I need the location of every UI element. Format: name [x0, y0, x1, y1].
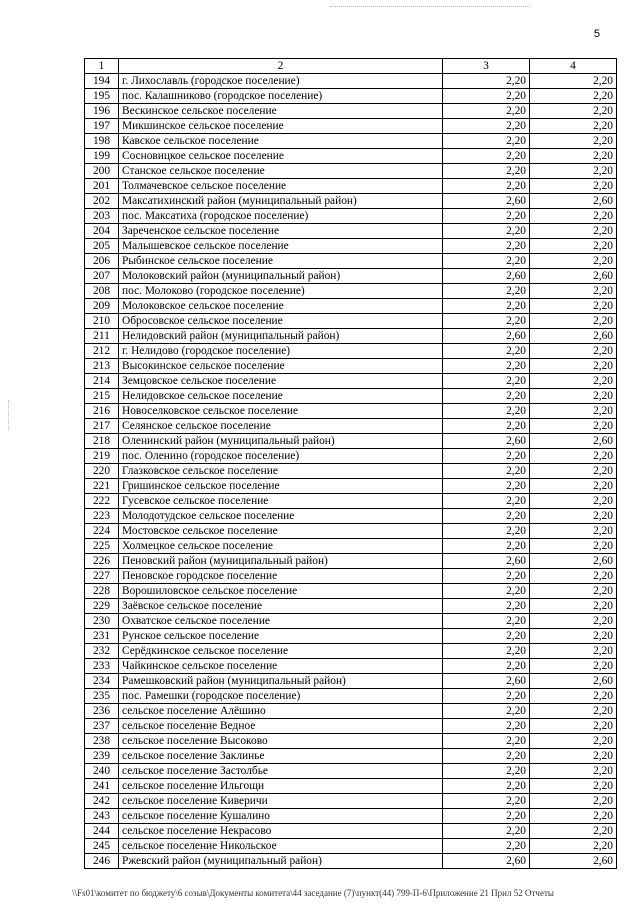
territory-name: Микшинское сельское поселение: [119, 119, 443, 134]
table-row: [85, 149, 617, 164]
scan-artifact-top: [330, 6, 530, 7]
table-row: [85, 254, 617, 269]
territory-name: Толмачевское сельское поселение: [119, 179, 443, 194]
value-col-3: 2,20: [443, 614, 530, 629]
territory-name: Кавское сельское поселение: [119, 134, 443, 149]
value-col-4: 2,20: [530, 89, 617, 104]
table-row: [85, 734, 617, 749]
row-number: 206: [85, 254, 119, 269]
value-col-3: 2,20: [443, 254, 530, 269]
value-col-4: 2,60: [530, 269, 617, 284]
territory-name: Заёвское сельское поселение: [119, 599, 443, 614]
territory-name: сельское поселение Киверичи: [119, 794, 443, 809]
row-number: 225: [85, 539, 119, 554]
table-row: [85, 674, 617, 689]
table-row: [85, 314, 617, 329]
table-row: [85, 449, 617, 464]
value-col-4: 2,20: [530, 644, 617, 659]
value-col-4: 2,20: [530, 179, 617, 194]
territory-name: сельское поселение Алёшино: [119, 704, 443, 719]
row-number: 212: [85, 344, 119, 359]
value-col-4: 2,60: [530, 434, 617, 449]
table-row: [85, 794, 617, 809]
value-col-3: 2,20: [443, 404, 530, 419]
row-number: 241: [85, 779, 119, 794]
value-col-4: 2,20: [530, 779, 617, 794]
value-col-3: 2,20: [443, 509, 530, 524]
value-col-3: 2,20: [443, 734, 530, 749]
value-col-3: 2,60: [443, 554, 530, 569]
value-col-4: 2,20: [530, 479, 617, 494]
row-number: 203: [85, 209, 119, 224]
table-row: [85, 764, 617, 779]
table-row: [85, 434, 617, 449]
value-col-4: 2,20: [530, 239, 617, 254]
value-col-4: 2,20: [530, 794, 617, 809]
territory-name: сельское поселение Ильгощи: [119, 779, 443, 794]
value-col-4: 2,20: [530, 719, 617, 734]
row-number: 194: [85, 74, 119, 89]
territory-name: Рамешковский район (муниципальный район): [119, 674, 443, 689]
table-row: [85, 509, 617, 524]
value-col-4: 2,60: [530, 674, 617, 689]
value-col-4: 2,60: [530, 854, 617, 869]
territory-name: Ржевский район (муниципальный район): [119, 854, 443, 869]
table-body: [85, 59, 617, 869]
value-col-4: 2,20: [530, 734, 617, 749]
value-col-3: 2,20: [443, 599, 530, 614]
value-col-4: 2,20: [530, 809, 617, 824]
row-number: 211: [85, 329, 119, 344]
value-col-4: 2,20: [530, 254, 617, 269]
row-number: 205: [85, 239, 119, 254]
value-col-3: 2,20: [443, 764, 530, 779]
row-number: 208: [85, 284, 119, 299]
table-row: [85, 809, 617, 824]
table-row: [85, 89, 617, 104]
value-col-4: 2,20: [530, 344, 617, 359]
value-col-4: 2,20: [530, 299, 617, 314]
value-col-4: 2,20: [530, 284, 617, 299]
value-col-3: 2,20: [443, 719, 530, 734]
territory-name: сельское поселение Некрасово: [119, 824, 443, 839]
territory-name: Охватское сельское поселение: [119, 614, 443, 629]
value-col-3: 2,20: [443, 779, 530, 794]
value-col-3: 2,20: [443, 629, 530, 644]
value-col-3: 2,20: [443, 224, 530, 239]
table-row: [85, 239, 617, 254]
table-row: [85, 179, 617, 194]
table-row: [85, 554, 617, 569]
table-row: [85, 104, 617, 119]
value-col-4: 2,20: [530, 689, 617, 704]
row-number: 235: [85, 689, 119, 704]
row-number: 221: [85, 479, 119, 494]
territory-name: Максатихинский район (муниципальный район): [119, 194, 443, 209]
row-number: 240: [85, 764, 119, 779]
value-col-4: 2,20: [530, 164, 617, 179]
value-col-3: 2,20: [443, 344, 530, 359]
row-number: 209: [85, 299, 119, 314]
territory-name: Зареченское сельское поселение: [119, 224, 443, 239]
value-col-4: 2,20: [530, 389, 617, 404]
value-col-3: 2,20: [443, 704, 530, 719]
value-col-3: 2,20: [443, 839, 530, 854]
row-number: 222: [85, 494, 119, 509]
value-col-4: 2,20: [530, 134, 617, 149]
value-col-3: 2,60: [443, 854, 530, 869]
table-row: [85, 284, 617, 299]
table-row: [85, 494, 617, 509]
value-col-4: 2,20: [530, 104, 617, 119]
table-row: [85, 224, 617, 239]
territory-name: сельское поселение Никольское: [119, 839, 443, 854]
footer-file-path: \\Fs01\комитет по бюджету\6 созыв\Документы комитета\44 заседание (7)\пункт(44) 799-П-6\Приложение 21 Прил 52 Отчеты: [72, 888, 554, 898]
value-col-3: 2,60: [443, 194, 530, 209]
territory-name: Мостовское сельское поселение: [119, 524, 443, 539]
value-col-3: 2,20: [443, 74, 530, 89]
table-row: [85, 479, 617, 494]
table-row: [85, 74, 617, 89]
value-col-3: 2,20: [443, 284, 530, 299]
row-number: 215: [85, 389, 119, 404]
header-col-4: 4: [530, 59, 617, 74]
territory-name: пос. Молоково (городское поселение): [119, 284, 443, 299]
table-row: [85, 164, 617, 179]
table-row: [85, 614, 617, 629]
row-number: 236: [85, 704, 119, 719]
value-col-4: 2,20: [530, 374, 617, 389]
territory-name: Сосновицкое сельское поселение: [119, 149, 443, 164]
value-col-4: 2,20: [530, 74, 617, 89]
value-col-3: 2,20: [443, 119, 530, 134]
territory-name: Новоселковское сельское поселение: [119, 404, 443, 419]
table-row: [85, 539, 617, 554]
territory-name: Пеновский район (муниципальный район): [119, 554, 443, 569]
value-col-4: 2,20: [530, 524, 617, 539]
value-col-4: 2,20: [530, 659, 617, 674]
row-number: 238: [85, 734, 119, 749]
row-number: 246: [85, 854, 119, 869]
territory-name: пос. Максатиха (городское поселение): [119, 209, 443, 224]
value-col-4: 2,60: [530, 194, 617, 209]
territory-name: пос. Оленино (городское поселение): [119, 449, 443, 464]
value-col-3: 2,60: [443, 269, 530, 284]
value-col-4: 2,20: [530, 509, 617, 524]
scan-artifact-left: [8, 400, 9, 430]
value-col-4: 2,20: [530, 404, 617, 419]
territory-name: пос. Калашниково (городское поселение): [119, 89, 443, 104]
territory-name: Селянское сельское поселение: [119, 419, 443, 434]
value-col-4: 2,20: [530, 224, 617, 239]
row-number: 201: [85, 179, 119, 194]
territory-name: Серёдкинское сельское поселение: [119, 644, 443, 659]
table-row: [85, 779, 617, 794]
row-number: 233: [85, 659, 119, 674]
value-col-4: 2,20: [530, 599, 617, 614]
row-number: 226: [85, 554, 119, 569]
value-col-3: 2,20: [443, 149, 530, 164]
territory-name: пос. Рамешки (городское поселение): [119, 689, 443, 704]
value-col-4: 2,20: [530, 209, 617, 224]
data-table: [84, 58, 617, 869]
value-col-3: 2,20: [443, 179, 530, 194]
value-col-3: 2,60: [443, 434, 530, 449]
value-col-3: 2,20: [443, 749, 530, 764]
row-number: 228: [85, 584, 119, 599]
value-col-3: 2,20: [443, 689, 530, 704]
value-col-3: 2,20: [443, 539, 530, 554]
value-col-3: 2,20: [443, 209, 530, 224]
row-number: 197: [85, 119, 119, 134]
value-col-4: 2,20: [530, 839, 617, 854]
row-number: 196: [85, 104, 119, 119]
value-col-3: 2,20: [443, 569, 530, 584]
table-row: [85, 719, 617, 734]
row-number: 230: [85, 614, 119, 629]
value-col-3: 2,20: [443, 164, 530, 179]
row-number: 218: [85, 434, 119, 449]
table-row: [85, 824, 617, 839]
territory-name: сельское поселение Застолбье: [119, 764, 443, 779]
territory-name: г. Нелидово (городское поселение): [119, 344, 443, 359]
value-col-4: 2,20: [530, 824, 617, 839]
value-col-4: 2,20: [530, 419, 617, 434]
table-row: [85, 584, 617, 599]
row-number: 195: [85, 89, 119, 104]
row-number: 223: [85, 509, 119, 524]
territory-name: сельское поселение Ведное: [119, 719, 443, 734]
territory-name: Молоковское сельское поселение: [119, 299, 443, 314]
row-number: 220: [85, 464, 119, 479]
table-row: [85, 524, 617, 539]
value-col-3: 2,20: [443, 809, 530, 824]
territory-name: Рунское сельское поселение: [119, 629, 443, 644]
table-row: [85, 359, 617, 374]
territory-name: Глазковское сельское поселение: [119, 464, 443, 479]
territory-name: сельское поселение Высоково: [119, 734, 443, 749]
value-col-3: 2,20: [443, 104, 530, 119]
table-row: [85, 329, 617, 344]
row-number: 224: [85, 524, 119, 539]
table-row: [85, 464, 617, 479]
row-number: 202: [85, 194, 119, 209]
territory-name: Нелидовский район (муниципальный район): [119, 329, 443, 344]
value-col-3: 2,20: [443, 314, 530, 329]
value-col-4: 2,20: [530, 449, 617, 464]
table-row: [85, 629, 617, 644]
row-number: 204: [85, 224, 119, 239]
row-number: 242: [85, 794, 119, 809]
territory-name: Нелидовское сельское поселение: [119, 389, 443, 404]
value-col-3: 2,20: [443, 134, 530, 149]
value-col-3: 2,20: [443, 659, 530, 674]
row-number: 231: [85, 629, 119, 644]
value-col-3: 2,20: [443, 239, 530, 254]
value-col-4: 2,20: [530, 584, 617, 599]
row-number: 216: [85, 404, 119, 419]
value-col-3: 2,20: [443, 374, 530, 389]
value-col-4: 2,20: [530, 119, 617, 134]
value-col-4: 2,20: [530, 314, 617, 329]
table-row: [85, 134, 617, 149]
table-row: [85, 194, 617, 209]
value-col-3: 2,20: [443, 494, 530, 509]
header-row: [85, 59, 617, 74]
table-row: [85, 299, 617, 314]
table-row: [85, 209, 617, 224]
row-number: 243: [85, 809, 119, 824]
territory-name: Гришинское сельское поселение: [119, 479, 443, 494]
territory-name: Чайкинское сельское поселение: [119, 659, 443, 674]
table-row: [85, 404, 617, 419]
row-number: 227: [85, 569, 119, 584]
value-col-3: 2,60: [443, 329, 530, 344]
value-col-4: 2,20: [530, 359, 617, 374]
table-row: [85, 389, 617, 404]
table-row: [85, 704, 617, 719]
value-col-3: 2,20: [443, 449, 530, 464]
row-number: 245: [85, 839, 119, 854]
value-col-4: 2,20: [530, 464, 617, 479]
row-number: 234: [85, 674, 119, 689]
value-col-3: 2,20: [443, 644, 530, 659]
value-col-4: 2,20: [530, 749, 617, 764]
territory-name: сельское поселение Кушалино: [119, 809, 443, 824]
header-col-3: 3: [443, 59, 530, 74]
table-row: [85, 599, 617, 614]
row-number: 214: [85, 374, 119, 389]
header-col-1: 1: [85, 59, 119, 74]
territory-name: Обросовское сельское поселение: [119, 314, 443, 329]
table-row: [85, 644, 617, 659]
table-row: [85, 749, 617, 764]
table-row: [85, 569, 617, 584]
row-number: 244: [85, 824, 119, 839]
value-col-4: 2,60: [530, 329, 617, 344]
value-col-4: 2,20: [530, 629, 617, 644]
value-col-3: 2,20: [443, 794, 530, 809]
territory-name: Рыбинское сельское поселение: [119, 254, 443, 269]
table-row: [85, 839, 617, 854]
row-number: 217: [85, 419, 119, 434]
value-col-4: 2,20: [530, 149, 617, 164]
table-row: [85, 374, 617, 389]
value-col-4: 2,20: [530, 494, 617, 509]
header-col-2: 2: [119, 59, 443, 74]
value-col-3: 2,20: [443, 299, 530, 314]
territory-name: Молодотудское сельское поселение: [119, 509, 443, 524]
value-col-4: 2,20: [530, 614, 617, 629]
value-col-3: 2,20: [443, 389, 530, 404]
row-number: 232: [85, 644, 119, 659]
territory-name: Молоковский район (муниципальный район): [119, 269, 443, 284]
table-row: [85, 689, 617, 704]
value-col-4: 2,20: [530, 569, 617, 584]
table-row: [85, 659, 617, 674]
value-col-3: 2,20: [443, 419, 530, 434]
value-col-3: 2,60: [443, 674, 530, 689]
table-row: [85, 854, 617, 869]
row-number: 219: [85, 449, 119, 464]
territory-name: Высокинское сельское поселение: [119, 359, 443, 374]
row-number: 199: [85, 149, 119, 164]
value-col-3: 2,20: [443, 359, 530, 374]
value-col-4: 2,60: [530, 554, 617, 569]
territory-name: Гусевское сельское поселение: [119, 494, 443, 509]
territory-name: Станское сельское поселение: [119, 164, 443, 179]
territory-name: Ворошиловское сельское поселение: [119, 584, 443, 599]
table-row: [85, 119, 617, 134]
value-col-3: 2,20: [443, 584, 530, 599]
row-number: 207: [85, 269, 119, 284]
row-number: 200: [85, 164, 119, 179]
value-col-4: 2,20: [530, 764, 617, 779]
territory-name: г. Лихославль (городское поселение): [119, 74, 443, 89]
value-col-3: 2,20: [443, 479, 530, 494]
row-number: 237: [85, 719, 119, 734]
value-col-3: 2,20: [443, 824, 530, 839]
table-row: [85, 269, 617, 284]
value-col-4: 2,20: [530, 704, 617, 719]
value-col-4: 2,20: [530, 539, 617, 554]
row-number: 229: [85, 599, 119, 614]
row-number: 239: [85, 749, 119, 764]
value-col-3: 2,20: [443, 524, 530, 539]
territory-name: Холмецкое сельское поселение: [119, 539, 443, 554]
table-row: [85, 344, 617, 359]
page-number: 5: [593, 28, 600, 40]
row-number: 213: [85, 359, 119, 374]
table-row: [85, 419, 617, 434]
territory-name: Пеновское городское поселение: [119, 569, 443, 584]
territory-name: Малышевское сельское поселение: [119, 239, 443, 254]
territory-name: Вескинское сельское поселение: [119, 104, 443, 119]
row-number: 198: [85, 134, 119, 149]
territory-name: сельское поселение Заклинье: [119, 749, 443, 764]
territory-name: Земцовское сельское поселение: [119, 374, 443, 389]
value-col-3: 2,20: [443, 89, 530, 104]
row-number: 210: [85, 314, 119, 329]
territory-name: Оленинский район (муниципальный район): [119, 434, 443, 449]
value-col-3: 2,20: [443, 464, 530, 479]
